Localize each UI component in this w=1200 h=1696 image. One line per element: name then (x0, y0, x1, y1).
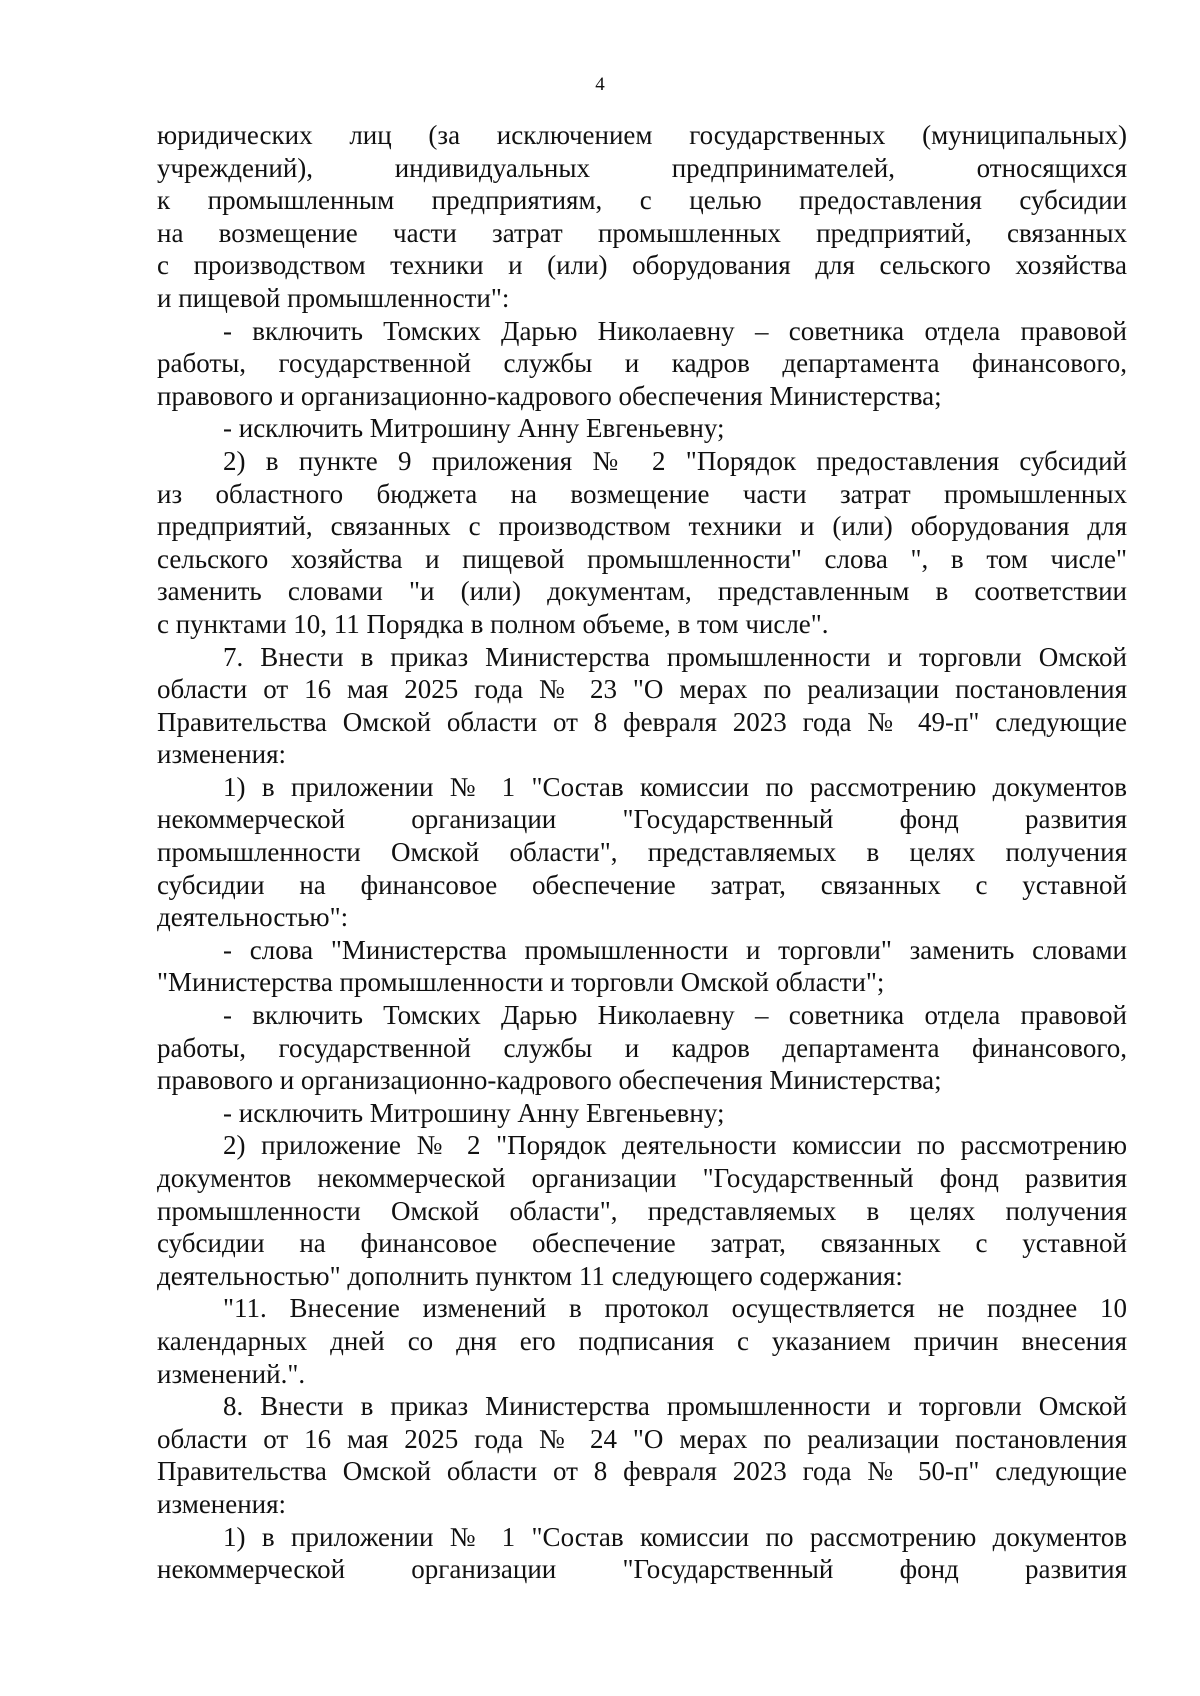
text-line: календарных дней со дня его подписания с указанием причин внесения (157, 1325, 1127, 1356)
text-line: с производством техники и (или) оборудования для сельского хозяйства (157, 250, 1127, 281)
text-line: из областного бюджета на возмещение части затрат промышленных (157, 478, 1127, 509)
text-line: - исключить Митрошину Анну Евгеньевну; (223, 1097, 725, 1128)
document-body (157, 119, 1127, 1586)
text-line: 7. Внести в приказ Министерства промышленности и торговли Омской (223, 641, 1127, 672)
text-line: некоммерческой организации "Государственный фонд развития (157, 1554, 1127, 1585)
text-line: работы, государственной службы и кадров департамента финансового, (157, 348, 1127, 379)
text-line: учреждений), индивидуальных предпринимателей, относящихся (157, 152, 1127, 183)
text-line: "11. Внесение изменений в протокол осуществляется не позднее 10 (223, 1293, 1127, 1324)
text-line: - исключить Митрошину Анну Евгеньевну; (223, 413, 725, 444)
text-line: с пунктами 10, 11 Порядка в полном объеме, в том числе". (157, 608, 829, 639)
page-number: 4 (595, 74, 605, 95)
text-line: Правительства Омской области от 8 февраля 2023 года № 49-п" следующие (157, 706, 1127, 737)
text-line: деятельностью": (157, 902, 349, 933)
text-line: - слова "Министерства промышленности и торговли" заменить словами (223, 934, 1127, 965)
text-line: к промышленным предприятиям, с целью предоставления субсидии (157, 185, 1127, 216)
text-line: на возмещение части затрат промышленных предприятий, связанных (157, 217, 1127, 248)
text-line: субсидии на финансовое обеспечение затрат, связанных с уставной (157, 869, 1127, 900)
text-line: заменить словами "и (или) документам, представленным в соответствии (157, 576, 1127, 607)
text-line: - включить Томских Дарью Николаевну – советника отдела правовой (223, 1000, 1127, 1031)
text-line: 2) приложение № 2 "Порядок деятельности комиссии по рассмотрению (223, 1130, 1127, 1161)
text-line: 8. Внести в приказ Министерства промышленности и торговли Омской (223, 1391, 1127, 1422)
text-line: промышленности Омской области", представляемых в целях получения (157, 1195, 1127, 1226)
text-line: изменений.". (157, 1358, 306, 1389)
text-line: области от 16 мая 2025 года № 24 "О мерах по реализации постановления (157, 1423, 1127, 1454)
text-line: "Министерства промышленности и торговли Омской области"; (157, 967, 885, 998)
text-line: 1) в приложении № 1 "Состав комиссии по рассмотрению документов (223, 1521, 1127, 1552)
text-line: правового и организационно-кадрового обеспечения Министерства; (157, 380, 942, 411)
text-line: сельского хозяйства и пищевой промышленности" слова ", в том числе" (157, 543, 1127, 574)
text-line: промышленности Омской области", представляемых в целях получения (157, 837, 1127, 868)
text-line: деятельностью" дополнить пунктом 11 следующего содержания: (157, 1260, 903, 1291)
text-line: и пищевой промышленности": (157, 282, 510, 313)
text-line: изменения: (157, 1488, 287, 1519)
text-line: Правительства Омской области от 8 февраля 2023 года № 50-п" следующие (157, 1456, 1127, 1487)
text-line: юридических лиц (за исключением государственных (муниципальных) (157, 120, 1127, 150)
text-line: правового и организационно-кадрового обеспечения Министерства; (157, 1065, 942, 1096)
text-line: некоммерческой организации "Государственный фонд развития (157, 804, 1127, 835)
text-line: 1) в приложении № 1 "Состав комиссии по рассмотрению документов (223, 771, 1127, 802)
text-line: субсидии на финансовое обеспечение затрат, связанных с уставной (157, 1228, 1127, 1259)
text-line: изменения: (157, 739, 287, 770)
text-line: работы, государственной службы и кадров департамента финансового, (157, 1032, 1127, 1063)
text-line: предприятий, связанных с производством техники и (или) оборудования для (157, 511, 1127, 542)
text-line: - включить Томских Дарью Николаевну – советника отдела правовой (223, 315, 1127, 346)
text-line: документов некоммерческой организации "Государственный фонд развития (157, 1163, 1127, 1193)
text-line: области от 16 мая 2025 года № 23 "О мерах по реализации постановления (157, 674, 1127, 705)
text-line: 2) в пункте 9 приложения № 2 "Порядок предоставления субсидий (223, 445, 1127, 476)
